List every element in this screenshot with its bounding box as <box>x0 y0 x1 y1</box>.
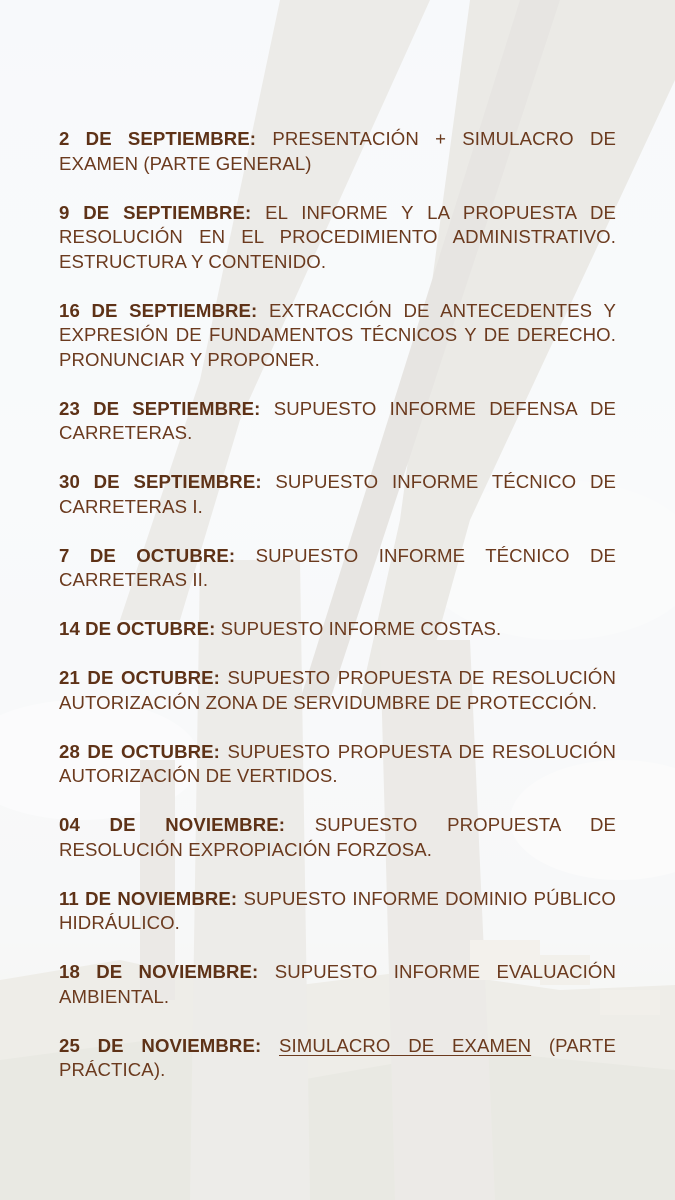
schedule-date: 28 DE OCTUBRE: <box>59 740 220 762</box>
schedule-entry <box>59 960 616 1009</box>
schedule-date: 25 DE NOVIEMBRE: <box>59 1034 262 1056</box>
schedule-entry <box>59 1034 616 1083</box>
schedule-entry <box>59 470 616 519</box>
schedule-entry <box>59 299 616 373</box>
schedule-entry <box>59 201 616 275</box>
schedule-date: 23 DE SEPTIEMBRE: <box>59 397 261 419</box>
schedule-entry <box>59 813 616 862</box>
schedule-entry <box>59 666 616 715</box>
schedule-topic: SUPUESTO INFORME TÉCNICO DE CARRETERAS I. <box>59 471 616 517</box>
schedule-date: 18 DE NOVIEMBRE: <box>59 961 259 982</box>
schedule-entry <box>59 617 616 642</box>
schedule-topic: SUPUESTO PROPUESTA DE RESOLUCIÓN EXPROPIACIÓN FORZOSA. <box>59 814 616 860</box>
schedule-list <box>59 127 616 1107</box>
schedule-topic: PRESENTACIÓN + SIMULACRO DE EXAMEN (PARTE GENERAL) <box>59 128 616 174</box>
schedule-topic-underlined: SIMULACRO DE EXAMEN <box>279 1034 532 1056</box>
schedule-topic: EXTRACCIÓN DE ANTECEDENTES Y EXPRESIÓN DE FUNDAMENTOS TÉCNICOS Y DE DERECHO. PRONUNCIAR Y PROPONER. <box>59 299 616 370</box>
schedule-topic: SUPUESTO INFORME DEFENSA DE CARRETERAS. <box>59 397 616 443</box>
schedule-topic: SUPUESTO INFORME EVALUACIÓN AMBIENTAL. <box>59 961 616 1007</box>
schedule-entry <box>59 127 616 176</box>
schedule-date: 04 DE NOVIEMBRE: <box>59 814 286 835</box>
schedule-topic: SUPUESTO INFORME TÉCNICO DE CARRETERAS II. <box>59 544 616 590</box>
schedule-date: 7 DE OCTUBRE: <box>59 544 236 566</box>
schedule-topic: SUPUESTO INFORME COSTAS. <box>220 618 502 639</box>
schedule-date: 2 DE SEPTIEMBRE: <box>59 128 257 149</box>
schedule-date: 9 DE SEPTIEMBRE: <box>59 201 252 223</box>
schedule-topic: EL INFORME Y LA PROPUESTA DE RESOLUCIÓN EN EL PROCEDIMIENTO ADMINISTRATIVO. ESTRUCTURA Y CONTENIDO. <box>59 201 616 272</box>
schedule-date: 14 DE OCTUBRE: <box>59 618 216 639</box>
schedule-topic-suffix: (PARTE PRÁCTICA). <box>59 1034 616 1080</box>
schedule-entry <box>59 740 616 789</box>
schedule-date: 21 DE OCTUBRE: <box>59 667 220 688</box>
schedule-entry <box>59 397 616 446</box>
schedule-topic: SUPUESTO INFORME DOMINIO PÚBLICO HIDRÁULICO. <box>59 887 616 933</box>
schedule-date: 30 DE SEPTIEMBRE: <box>59 471 262 492</box>
schedule-date: 11 DE NOVIEMBRE: <box>59 887 238 909</box>
schedule-entry <box>59 887 616 936</box>
schedule-topic: SUPUESTO PROPUESTA DE RESOLUCIÓN AUTORIZACIÓN ZONA DE SERVIDUMBRE DE PROTECCIÓN. <box>59 667 616 713</box>
schedule-date: 16 DE SEPTIEMBRE: <box>59 299 258 321</box>
schedule-topic: SUPUESTO PROPUESTA DE RESOLUCIÓN AUTORIZACIÓN DE VERTIDOS. <box>59 740 616 786</box>
schedule-entry <box>59 544 616 593</box>
